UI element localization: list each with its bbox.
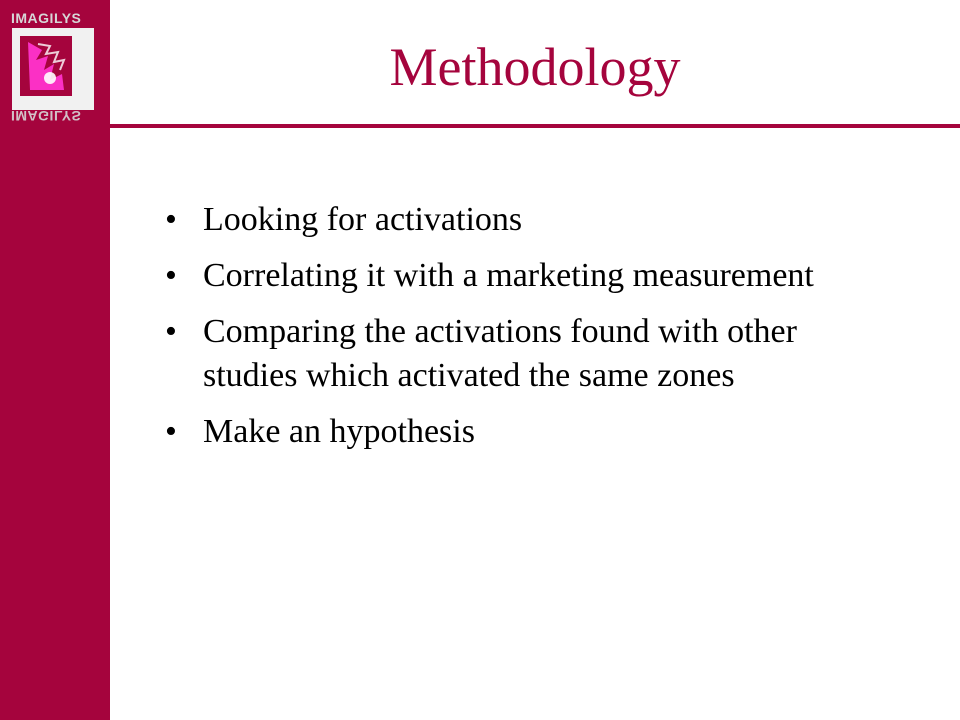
bullet-dot-icon: • — [165, 413, 177, 450]
bullet-text: Comparing the activations found with other studies which activated the same zones — [203, 313, 797, 394]
bullet-list — [165, 198, 895, 466]
bullet-text: Looking for activations — [203, 201, 523, 238]
logo-wordmark: IMAGILYS — [11, 10, 82, 26]
bullet-item — [165, 310, 895, 398]
logo-wordmark-reflection: IMAGILYS — [11, 108, 82, 124]
bullet-item — [165, 410, 895, 454]
title-divider — [110, 124, 960, 128]
bullet-item — [165, 254, 895, 298]
brain-scan-logo-icon — [20, 36, 72, 96]
bullet-dot-icon: • — [165, 201, 177, 238]
bullet-dot-icon: • — [165, 257, 177, 294]
bullet-item — [165, 198, 895, 242]
bullet-text: Correlating it with a marketing measurement — [203, 257, 814, 294]
bullet-text: Make an hypothesis — [203, 413, 475, 450]
bullet-dot-icon: • — [165, 313, 177, 350]
slide-title: Methodology — [389, 37, 681, 97]
